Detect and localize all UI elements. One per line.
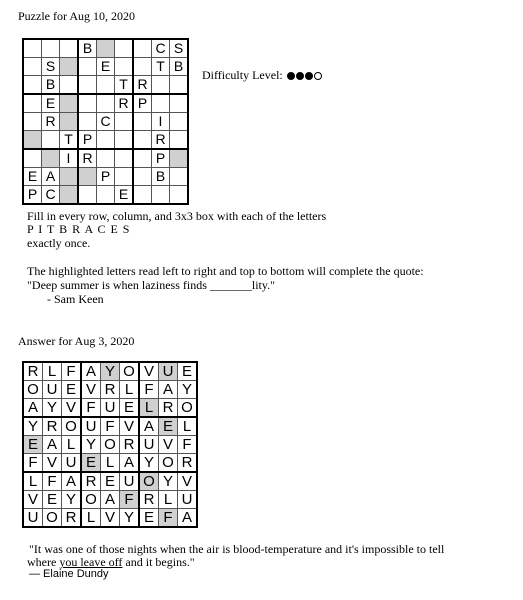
puzzle-cell: P	[78, 131, 97, 150]
answer-cell: A	[159, 381, 178, 399]
puzzle-cell	[152, 186, 170, 205]
answer-cell: E	[178, 362, 198, 381]
puzzle-cell	[23, 149, 42, 168]
answer-cell: R	[23, 362, 43, 381]
puzzle-cell	[23, 39, 42, 58]
puzzle-cell: T	[115, 76, 134, 95]
puzzle-cell: E	[23, 168, 42, 186]
answer-cell: O	[120, 362, 140, 381]
puzzle-row	[23, 113, 188, 131]
answer-cell: R	[178, 454, 198, 473]
answer-cell: O	[101, 436, 120, 454]
puzzle-cell	[170, 186, 189, 205]
puzzle-cell: E	[97, 58, 115, 76]
answer-cell: Y	[101, 362, 120, 381]
answer-cell: A	[43, 436, 62, 454]
answer-cell: F	[178, 436, 198, 454]
puzzle-cell	[115, 39, 134, 58]
instructions-line-3: exactly once.	[27, 236, 91, 250]
answer-cell: O	[81, 491, 101, 509]
difficulty-dot-icon	[314, 72, 322, 80]
answer-cell: E	[81, 454, 101, 473]
puzzle-cell	[133, 58, 152, 76]
puzzle-cell	[78, 168, 97, 186]
puzzle-row	[23, 168, 188, 186]
puzzle-cell	[23, 94, 42, 113]
instructions-line-1: Fill in every row, column, and 3x3 box with each of the letters	[27, 209, 327, 223]
puzzle-cell	[23, 76, 42, 95]
puzzle-cell	[170, 94, 189, 113]
answer-cell: O	[178, 399, 198, 418]
puzzle-cell	[115, 131, 134, 150]
puzzle-row	[23, 39, 188, 58]
answer-cell: V	[178, 472, 198, 491]
puzzle-cell: I	[152, 113, 170, 131]
puzzle-cell	[78, 94, 97, 113]
puzzle-cell: C	[42, 186, 60, 205]
answer-cell: R	[101, 381, 120, 399]
answer-cell: F	[159, 509, 178, 528]
puzzle-cell: S	[170, 39, 189, 58]
answer-cell: L	[43, 362, 62, 381]
puzzle-cell: R	[115, 94, 134, 113]
puzzle-cell	[115, 113, 134, 131]
puzzle-cell: C	[97, 113, 115, 131]
puzzle-quote: "Deep summer is when laziness finds _______lity."	[27, 278, 275, 292]
answer-row	[23, 491, 197, 509]
answer-cell: L	[178, 417, 198, 436]
puzzle-cell: E	[115, 186, 134, 205]
puzzle-cell: E	[42, 94, 60, 113]
answer-cell: O	[62, 417, 82, 436]
answer-cell: Y	[120, 509, 140, 528]
puzzle-cell: C	[152, 39, 170, 58]
answer-cell: U	[120, 472, 140, 491]
answer-cell: V	[139, 362, 159, 381]
answer-cell: O	[159, 454, 178, 473]
puzzle-cell	[133, 149, 152, 168]
answer-cell: A	[62, 472, 82, 491]
answer-cell: R	[62, 509, 82, 528]
answer-cell: L	[120, 381, 140, 399]
answer-cell: E	[43, 491, 62, 509]
puzzle-cell	[170, 76, 189, 95]
answer-cell: F	[101, 417, 120, 436]
puzzle-cell	[97, 94, 115, 113]
answer-cell: L	[81, 509, 101, 528]
difficulty-label: Difficulty Level:	[202, 68, 283, 82]
answer-cell: O	[43, 509, 62, 528]
answer-cell: O	[23, 381, 43, 399]
puzzle-row	[23, 94, 188, 113]
puzzle-cell	[97, 149, 115, 168]
puzzle-cell	[97, 76, 115, 95]
answer-cell: V	[43, 454, 62, 473]
answer-cell: R	[159, 399, 178, 418]
answer-row	[23, 399, 197, 418]
puzzle-cell	[133, 39, 152, 58]
answer-cell: F	[81, 399, 101, 418]
answer-cell: E	[62, 381, 82, 399]
answer-quote-line-1: "It was one of those nights when the air is blood-temperature and it's impossible to tell	[29, 542, 445, 556]
puzzle-cell	[97, 39, 115, 58]
answer-cell: V	[159, 436, 178, 454]
answer-title: Answer for Aug 3, 2020	[18, 334, 135, 348]
answer-cell: E	[139, 509, 159, 528]
answer-cell: V	[62, 399, 82, 418]
puzzle-cell: T	[60, 131, 79, 150]
puzzle-cell	[60, 58, 79, 76]
answer-cell: V	[81, 381, 101, 399]
puzzle-cell: R	[152, 131, 170, 150]
answer-cell: Y	[81, 436, 101, 454]
answer-cell: L	[23, 472, 43, 491]
difficulty-dot-icon	[296, 72, 304, 80]
answer-cell: R	[81, 472, 101, 491]
answer-cell: F	[120, 491, 140, 509]
puzzle-cell: P	[152, 149, 170, 168]
puzzle-attribution: - Sam Keen	[47, 292, 104, 306]
answer-quote-underlined: you leave off	[59, 555, 123, 569]
quote-intro: The highlighted letters read left to right and top to bottom will complete the quote:	[27, 264, 424, 278]
answer-cell: U	[159, 362, 178, 381]
answer-row	[23, 436, 197, 454]
puzzle-cell	[78, 76, 97, 95]
answer-row	[23, 509, 197, 528]
puzzle-cell	[115, 149, 134, 168]
answer-cell: V	[101, 509, 120, 528]
answer-quote-part-b: and it begins."	[122, 555, 195, 569]
answer-row	[23, 381, 197, 399]
difficulty-dot-icon	[287, 72, 295, 80]
answer-cell: U	[178, 491, 198, 509]
puzzle-cell: S	[42, 58, 60, 76]
puzzle-cell	[23, 58, 42, 76]
puzzle-row	[23, 149, 188, 168]
answer-cell: R	[120, 436, 140, 454]
puzzle-cell	[60, 113, 79, 131]
answer-cell: A	[101, 491, 120, 509]
puzzle-cell	[23, 131, 42, 150]
puzzle-cell: P	[97, 168, 115, 186]
answer-cell: E	[23, 436, 43, 454]
puzzle-cell	[133, 113, 152, 131]
answer-cell: Y	[159, 472, 178, 491]
answer-cell: Y	[178, 381, 198, 399]
puzzle-cell	[78, 113, 97, 131]
answer-cell: A	[139, 417, 159, 436]
answer-cell: U	[62, 454, 82, 473]
puzzle-cell	[133, 186, 152, 205]
puzzle-cell	[78, 58, 97, 76]
puzzle-cell: I	[60, 149, 79, 168]
puzzle-cell: P	[133, 94, 152, 113]
answer-cell: V	[23, 491, 43, 509]
puzzle-cell	[60, 186, 79, 205]
puzzle-cell	[133, 168, 152, 186]
puzzle-cell: R	[42, 113, 60, 131]
puzzle-cell	[170, 131, 189, 150]
answer-cell: U	[23, 509, 43, 528]
puzzle-cell: R	[78, 149, 97, 168]
answer-cell: U	[139, 436, 159, 454]
puzzle-row	[23, 186, 188, 205]
difficulty-dots	[286, 68, 322, 82]
answer-cell: L	[159, 491, 178, 509]
answer-cell: A	[81, 362, 101, 381]
answer-cell: F	[139, 381, 159, 399]
answer-quote-part-a: where	[27, 555, 60, 569]
instructions-letters: P I T B R A C E S	[27, 222, 131, 236]
puzzle-cell	[115, 58, 134, 76]
puzzle-cell	[152, 94, 170, 113]
answer-cell: Y	[23, 417, 43, 436]
puzzle-cell	[23, 113, 42, 131]
puzzle-cell: B	[152, 168, 170, 186]
puzzle-cell	[60, 39, 79, 58]
puzzle-cell	[170, 168, 189, 186]
puzzle-cell	[170, 149, 189, 168]
puzzle-row	[23, 58, 188, 76]
answer-row	[23, 472, 197, 491]
puzzle-cell	[42, 131, 60, 150]
puzzle-cell	[97, 186, 115, 205]
puzzle-cell	[78, 186, 97, 205]
puzzle-cell: B	[42, 76, 60, 95]
answer-cell: A	[23, 399, 43, 418]
answer-cell: E	[159, 417, 178, 436]
answer-cell: U	[81, 417, 101, 436]
answer-cell: Y	[62, 491, 82, 509]
answer-cell: L	[101, 454, 120, 473]
puzzle-cell: T	[152, 58, 170, 76]
answer-cell: F	[43, 472, 62, 491]
answer-cell: F	[23, 454, 43, 473]
puzzle-cell: B	[170, 58, 189, 76]
answer-cell: R	[43, 417, 62, 436]
answer-attribution: — Elaine Dundy	[29, 568, 109, 580]
puzzle-cell	[60, 168, 79, 186]
answer-row	[23, 454, 197, 473]
answer-cell: A	[178, 509, 198, 528]
difficulty-indicator	[202, 68, 322, 83]
answer-row	[23, 417, 197, 436]
puzzle-cell: P	[23, 186, 42, 205]
answer-cell: E	[120, 399, 140, 418]
puzzle-cell: R	[133, 76, 152, 95]
answer-cell: L	[139, 399, 159, 418]
puzzle-row	[23, 131, 188, 150]
puzzle-cell	[115, 168, 134, 186]
puzzle-cell	[97, 131, 115, 150]
answer-cell: F	[62, 362, 82, 381]
puzzle-cell	[152, 76, 170, 95]
puzzle-cell	[60, 76, 79, 95]
puzzle-grid	[22, 38, 189, 205]
answer-row	[23, 362, 197, 381]
answer-cell: L	[62, 436, 82, 454]
puzzle-row	[23, 76, 188, 95]
answer-cell: O	[139, 472, 159, 491]
puzzle-cell	[133, 131, 152, 150]
answer-cell: A	[120, 454, 140, 473]
puzzle-cell: A	[42, 168, 60, 186]
answer-cell: U	[101, 399, 120, 418]
answer-grid	[22, 361, 198, 528]
puzzle-cell	[60, 94, 79, 113]
answer-cell: U	[43, 381, 62, 399]
puzzle-cell	[42, 39, 60, 58]
puzzle-cell	[170, 113, 189, 131]
difficulty-dot-icon	[305, 72, 313, 80]
answer-cell: V	[120, 417, 140, 436]
puzzle-cell	[42, 149, 60, 168]
puzzle-title: Puzzle for Aug 10, 2020	[18, 9, 135, 23]
puzzle-cell: B	[78, 39, 97, 58]
answer-cell: R	[139, 491, 159, 509]
answer-cell: Y	[139, 454, 159, 473]
answer-cell: Y	[43, 399, 62, 418]
answer-cell: E	[101, 472, 120, 491]
